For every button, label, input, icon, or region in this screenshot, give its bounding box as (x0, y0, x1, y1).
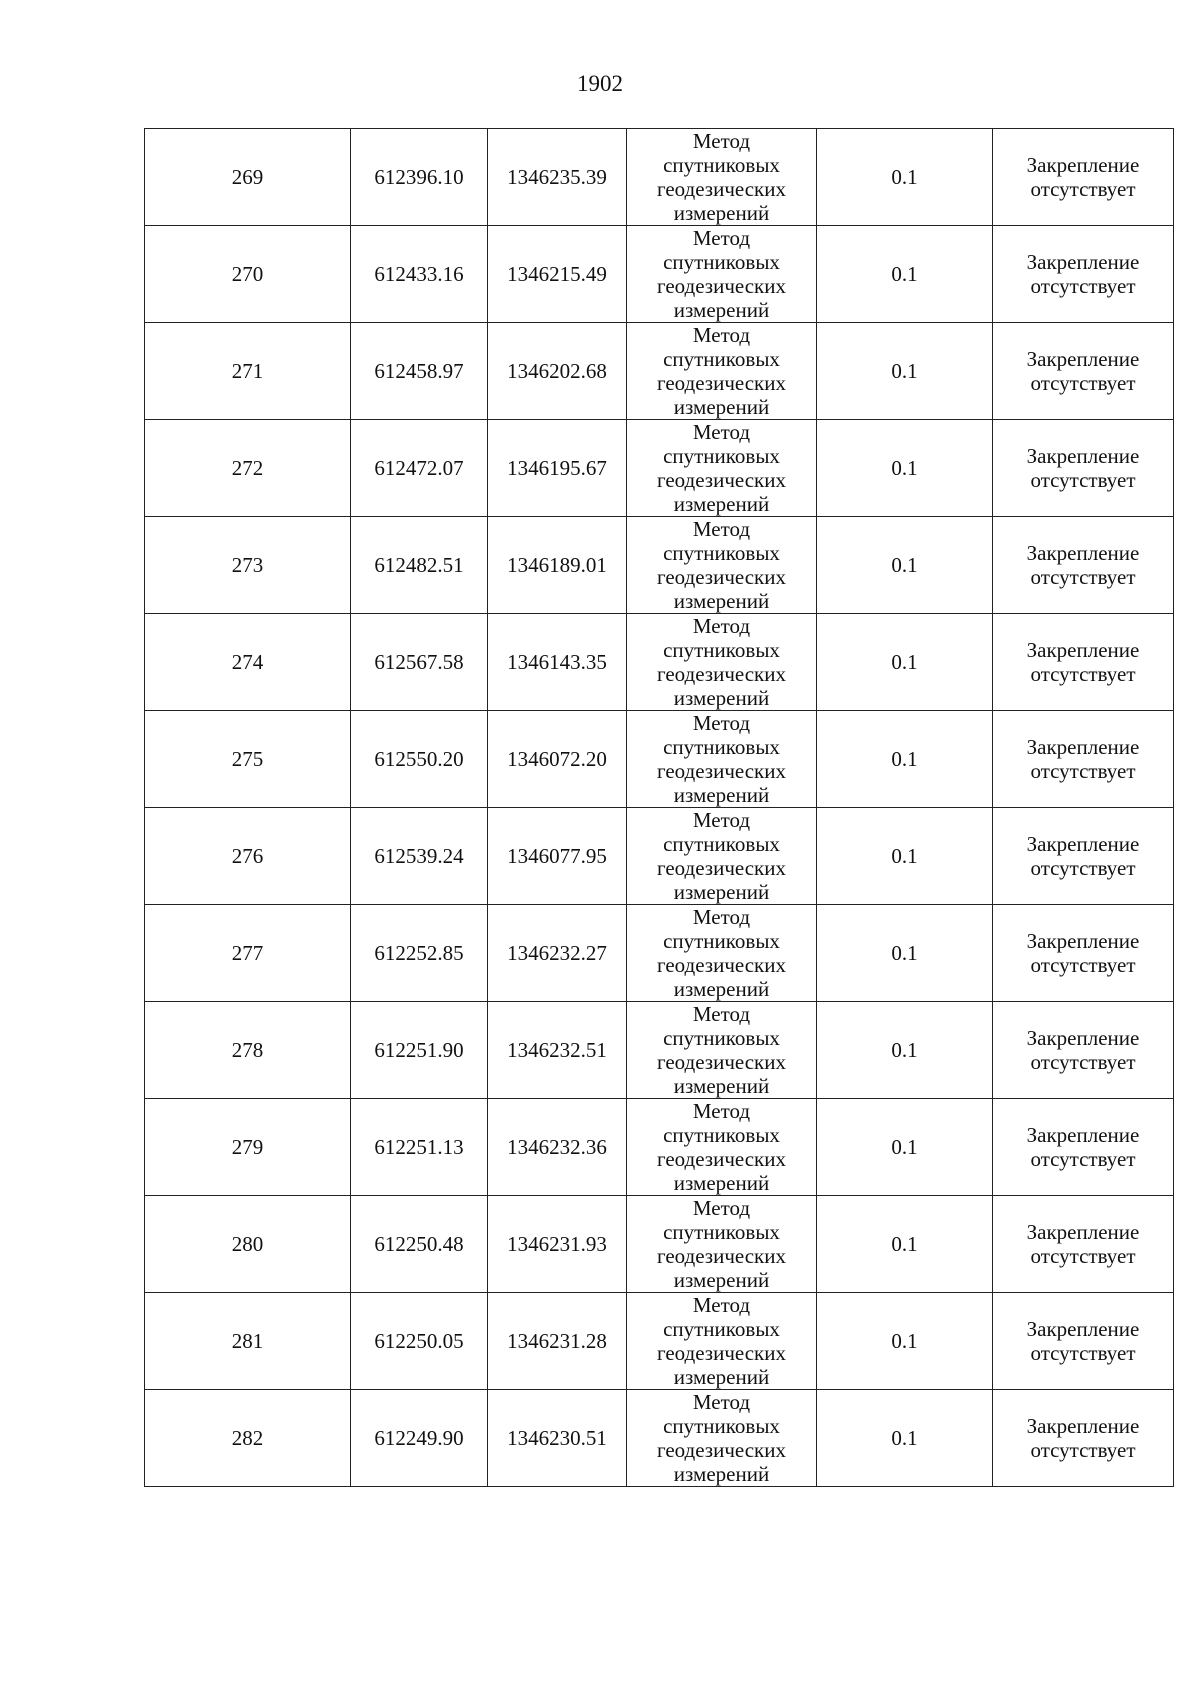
fixing-cell (993, 1293, 1174, 1390)
method-cell (627, 226, 817, 323)
fixing-cell (993, 323, 1174, 420)
y-coordinate-cell: 1346231.93 (488, 1196, 627, 1293)
method-line: спутниковых (663, 250, 780, 274)
method-line: Метод (692, 517, 751, 541)
method-line: Метод (692, 808, 751, 832)
method-line: геодезических (656, 468, 786, 492)
x-coordinate-cell: 612250.48 (351, 1196, 488, 1293)
x-coordinate-cell: 612482.51 (351, 517, 488, 614)
fixing-line: Закрепление (1026, 153, 1140, 177)
fixing-line: отсутствует (1030, 468, 1136, 492)
y-coordinate-cell: 1346232.51 (488, 1002, 627, 1099)
method-line: Метод (692, 614, 751, 638)
method-line: спутниковых (663, 638, 780, 662)
fixing-line: отсутствует (1030, 953, 1136, 977)
fixing-line: Закрепление (1026, 832, 1140, 856)
method-line: спутниковых (663, 1123, 780, 1147)
method-line: спутниковых (663, 832, 780, 856)
table-row (145, 226, 1174, 323)
y-coordinate-cell: 1346232.36 (488, 1099, 627, 1196)
method-line: геодезических (656, 177, 786, 201)
fixing-cell (993, 1196, 1174, 1293)
fixing-line: отсутствует (1030, 1341, 1136, 1365)
coordinates-table (144, 128, 1174, 1487)
accuracy-cell: 0.1 (817, 711, 993, 808)
method-cell (627, 711, 817, 808)
fixing-line: Закрепление (1026, 929, 1140, 953)
fixing-line: Закрепление (1026, 541, 1140, 565)
coordinates-table-body (145, 129, 1174, 1487)
table-row (145, 517, 1174, 614)
method-line: геодезических (656, 274, 786, 298)
x-coordinate-cell: 612251.90 (351, 1002, 488, 1099)
method-line: спутниковых (663, 735, 780, 759)
y-coordinate-cell: 1346202.68 (488, 323, 627, 420)
fixing-line: отсутствует (1030, 1050, 1136, 1074)
method-line: геодезических (656, 662, 786, 686)
fixing-cell (993, 1099, 1174, 1196)
method-line: Метод (692, 323, 751, 347)
point-number-cell: 282 (145, 1390, 351, 1487)
table-row (145, 1390, 1174, 1487)
method-cell (627, 1390, 817, 1487)
method-line: Метод (692, 1293, 751, 1317)
fixing-line: Закрепление (1026, 1317, 1140, 1341)
method-cell (627, 905, 817, 1002)
method-line: спутниковых (663, 541, 780, 565)
y-coordinate-cell: 1346143.35 (488, 614, 627, 711)
method-line: спутниковых (663, 929, 780, 953)
method-cell (627, 1293, 817, 1390)
method-line: Метод (692, 129, 751, 153)
method-line: геодезических (656, 1147, 786, 1171)
table-row (145, 614, 1174, 711)
point-number-cell: 279 (145, 1099, 351, 1196)
method-line: геодезических (656, 953, 786, 977)
method-line: измерений (673, 395, 770, 419)
method-line: Метод (692, 905, 751, 929)
accuracy-cell: 0.1 (817, 1390, 993, 1487)
method-line: Метод (692, 1002, 751, 1026)
point-number-cell: 272 (145, 420, 351, 517)
method-line: Метод (692, 226, 751, 250)
point-number-cell: 275 (145, 711, 351, 808)
method-cell (627, 1002, 817, 1099)
method-line: геодезических (656, 565, 786, 589)
fixing-cell (993, 517, 1174, 614)
fixing-line: отсутствует (1030, 1244, 1136, 1268)
y-coordinate-cell: 1346077.95 (488, 808, 627, 905)
fixing-cell (993, 420, 1174, 517)
method-line: геодезических (656, 1244, 786, 1268)
method-line: измерений (673, 1365, 770, 1389)
fixing-line: Закрепление (1026, 1220, 1140, 1244)
fixing-cell (993, 808, 1174, 905)
table-row (145, 808, 1174, 905)
fixing-line: Закрепление (1026, 250, 1140, 274)
method-line: измерений (673, 977, 770, 1001)
point-number-cell: 277 (145, 905, 351, 1002)
accuracy-cell: 0.1 (817, 808, 993, 905)
page-number: 1902 (577, 71, 623, 96)
method-line: измерений (673, 686, 770, 710)
method-line: Метод (692, 1390, 751, 1414)
table-row (145, 129, 1174, 226)
accuracy-cell: 0.1 (817, 614, 993, 711)
accuracy-cell: 0.1 (817, 226, 993, 323)
y-coordinate-cell: 1346215.49 (488, 226, 627, 323)
point-number-cell: 281 (145, 1293, 351, 1390)
accuracy-cell: 0.1 (817, 129, 993, 226)
fixing-cell (993, 1002, 1174, 1099)
method-line: измерений (673, 783, 770, 807)
fixing-line: отсутствует (1030, 856, 1136, 880)
method-line: Метод (692, 711, 751, 735)
fixing-line: отсутствует (1030, 1147, 1136, 1171)
fixing-cell (993, 905, 1174, 1002)
method-cell (627, 323, 817, 420)
method-cell (627, 517, 817, 614)
method-line: спутниковых (663, 1220, 780, 1244)
method-line: геодезических (656, 1438, 786, 1462)
fixing-line: отсутствует (1030, 565, 1136, 589)
method-line: геодезических (656, 856, 786, 880)
x-coordinate-cell: 612539.24 (351, 808, 488, 905)
accuracy-cell: 0.1 (817, 905, 993, 1002)
fixing-line: отсутствует (1030, 371, 1136, 395)
fixing-line: Закрепление (1026, 735, 1140, 759)
x-coordinate-cell: 612472.07 (351, 420, 488, 517)
method-line: измерений (673, 880, 770, 904)
x-coordinate-cell: 612567.58 (351, 614, 488, 711)
fixing-line: Закрепление (1026, 444, 1140, 468)
table-row (145, 711, 1174, 808)
point-number-cell: 274 (145, 614, 351, 711)
accuracy-cell: 0.1 (817, 1099, 993, 1196)
fixing-line: Закрепление (1026, 1123, 1140, 1147)
method-line: спутниковых (663, 347, 780, 371)
x-coordinate-cell: 612250.05 (351, 1293, 488, 1390)
method-line: спутниковых (663, 444, 780, 468)
fixing-cell (993, 1390, 1174, 1487)
method-cell (627, 420, 817, 517)
method-line: спутниковых (663, 1414, 780, 1438)
fixing-cell (993, 226, 1174, 323)
x-coordinate-cell: 612251.13 (351, 1099, 488, 1196)
fixing-line: Закрепление (1026, 347, 1140, 371)
method-line: геодезических (656, 371, 786, 395)
x-coordinate-cell: 612550.20 (351, 711, 488, 808)
method-line: спутниковых (663, 153, 780, 177)
x-coordinate-cell: 612396.10 (351, 129, 488, 226)
fixing-cell (993, 614, 1174, 711)
fixing-line: отсутствует (1030, 274, 1136, 298)
method-line: измерений (673, 201, 770, 225)
x-coordinate-cell: 612249.90 (351, 1390, 488, 1487)
fixing-line: отсутствует (1030, 177, 1136, 201)
fixing-line: Закрепление (1026, 1414, 1140, 1438)
method-line: геодезических (656, 759, 786, 783)
method-cell (627, 1196, 817, 1293)
method-line: Метод (692, 1099, 751, 1123)
method-line: измерений (673, 589, 770, 613)
y-coordinate-cell: 1346230.51 (488, 1390, 627, 1487)
method-line: измерений (673, 1074, 770, 1098)
method-cell (627, 808, 817, 905)
accuracy-cell: 0.1 (817, 1002, 993, 1099)
fixing-cell (993, 711, 1174, 808)
x-coordinate-cell: 612433.16 (351, 226, 488, 323)
method-line: измерений (673, 298, 770, 322)
point-number-cell: 273 (145, 517, 351, 614)
point-number-cell: 271 (145, 323, 351, 420)
table-row (145, 323, 1174, 420)
table-row (145, 1099, 1174, 1196)
fixing-cell (993, 129, 1174, 226)
fixing-line: отсутствует (1030, 662, 1136, 686)
table-row (145, 420, 1174, 517)
y-coordinate-cell: 1346195.67 (488, 420, 627, 517)
table-row (145, 1002, 1174, 1099)
x-coordinate-cell: 612458.97 (351, 323, 488, 420)
point-number-cell: 269 (145, 129, 351, 226)
point-number-cell: 280 (145, 1196, 351, 1293)
fixing-line: отсутствует (1030, 759, 1136, 783)
method-line: измерений (673, 1268, 770, 1292)
point-number-cell: 276 (145, 808, 351, 905)
method-line: спутниковых (663, 1026, 780, 1050)
y-coordinate-cell: 1346189.01 (488, 517, 627, 614)
point-number-cell: 278 (145, 1002, 351, 1099)
method-line: Метод (692, 1196, 751, 1220)
method-cell (627, 129, 817, 226)
accuracy-cell: 0.1 (817, 420, 993, 517)
fixing-line: Закрепление (1026, 638, 1140, 662)
accuracy-cell: 0.1 (817, 1196, 993, 1293)
method-cell (627, 1099, 817, 1196)
method-line: геодезических (656, 1050, 786, 1074)
table-row (145, 905, 1174, 1002)
method-line: Метод (692, 420, 751, 444)
table-row (145, 1196, 1174, 1293)
method-line: геодезических (656, 1341, 786, 1365)
y-coordinate-cell: 1346232.27 (488, 905, 627, 1002)
accuracy-cell: 0.1 (817, 1293, 993, 1390)
method-line: спутниковых (663, 1317, 780, 1341)
y-coordinate-cell: 1346235.39 (488, 129, 627, 226)
table-row (145, 1293, 1174, 1390)
fixing-line: Закрепление (1026, 1026, 1140, 1050)
accuracy-cell: 0.1 (817, 517, 993, 614)
accuracy-cell: 0.1 (817, 323, 993, 420)
y-coordinate-cell: 1346231.28 (488, 1293, 627, 1390)
y-coordinate-cell: 1346072.20 (488, 711, 627, 808)
method-line: измерений (673, 492, 770, 516)
method-cell (627, 614, 817, 711)
fixing-line: отсутствует (1030, 1438, 1136, 1462)
method-line: измерений (673, 1171, 770, 1195)
x-coordinate-cell: 612252.85 (351, 905, 488, 1002)
point-number-cell: 270 (145, 226, 351, 323)
method-line: измерений (673, 1462, 770, 1486)
